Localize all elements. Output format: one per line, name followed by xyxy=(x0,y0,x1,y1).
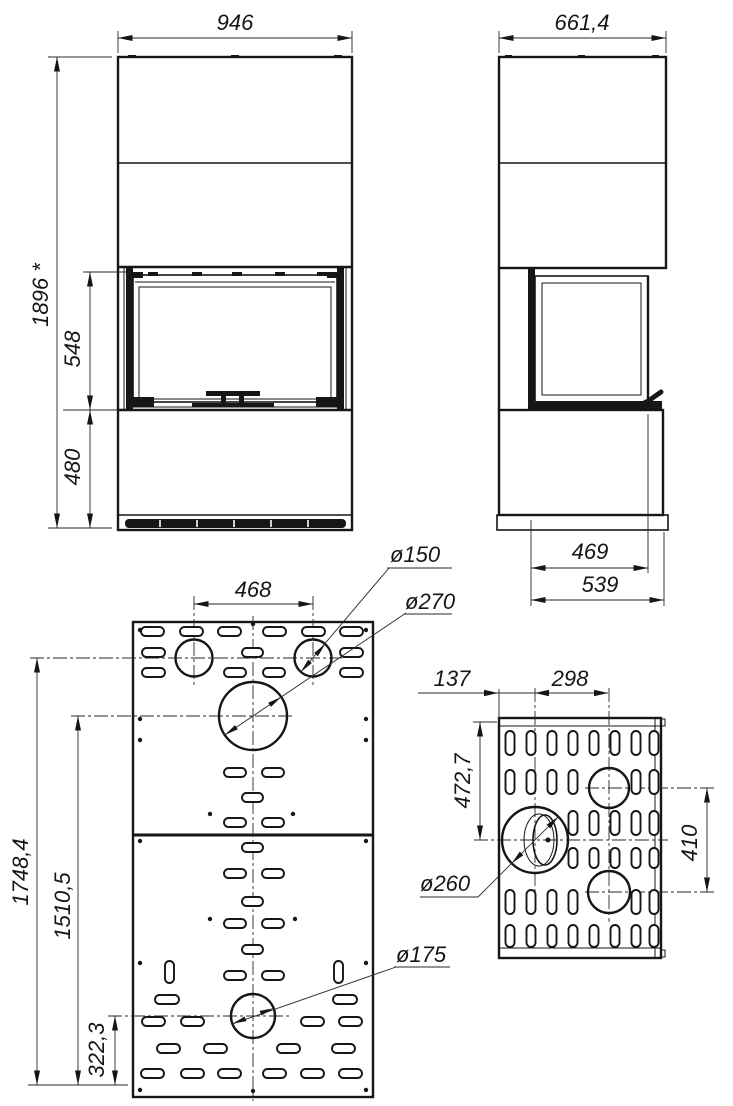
dim-glass-height: 548 xyxy=(60,330,85,368)
air-vent-tick xyxy=(317,272,327,276)
air-vent-tick xyxy=(275,272,285,276)
dim-base-height: 480 xyxy=(60,448,85,486)
door-handle xyxy=(206,391,260,396)
panel-joint-tick xyxy=(334,55,342,58)
dim-inlet-height: 322,3 xyxy=(84,1022,109,1078)
air-vent-tick xyxy=(192,272,202,276)
dim-flue-spacing: 468 xyxy=(234,577,272,602)
firebox-right-column xyxy=(337,268,344,410)
panel-joint-tick xyxy=(128,55,136,58)
dim-base-depth: 539 xyxy=(581,572,619,597)
dim-total-height: 1896 * xyxy=(28,263,53,327)
dim-firebox-depth: 469 xyxy=(571,539,609,564)
dim-inlet-diameter: ø175 xyxy=(396,942,447,967)
dim-outlet-diameter: ø270 xyxy=(405,589,456,614)
dim-hole-diameter: ø260 xyxy=(420,871,471,896)
dim-depth: 661,4 xyxy=(554,10,610,35)
dim-flue-height: 1748,4 xyxy=(8,838,33,906)
dim-front-width: 946 xyxy=(216,10,254,35)
dim-flue-diameter: ø150 xyxy=(390,542,441,567)
base-vent-grille xyxy=(125,519,346,528)
dim-outlet-height: 1510,5 xyxy=(50,872,75,940)
firebox-left-column xyxy=(126,268,133,410)
dim-top-offset: 472,7 xyxy=(450,753,475,809)
dim-hole-spacing: 410 xyxy=(677,824,702,862)
dim-front-offset: 137 xyxy=(433,666,471,691)
panel-joint-tick xyxy=(231,55,239,58)
air-vent-tick xyxy=(148,272,158,276)
air-vent-tick xyxy=(232,272,242,276)
firebox-back-column xyxy=(528,268,535,410)
dim-hole-offset: 298 xyxy=(551,666,589,691)
